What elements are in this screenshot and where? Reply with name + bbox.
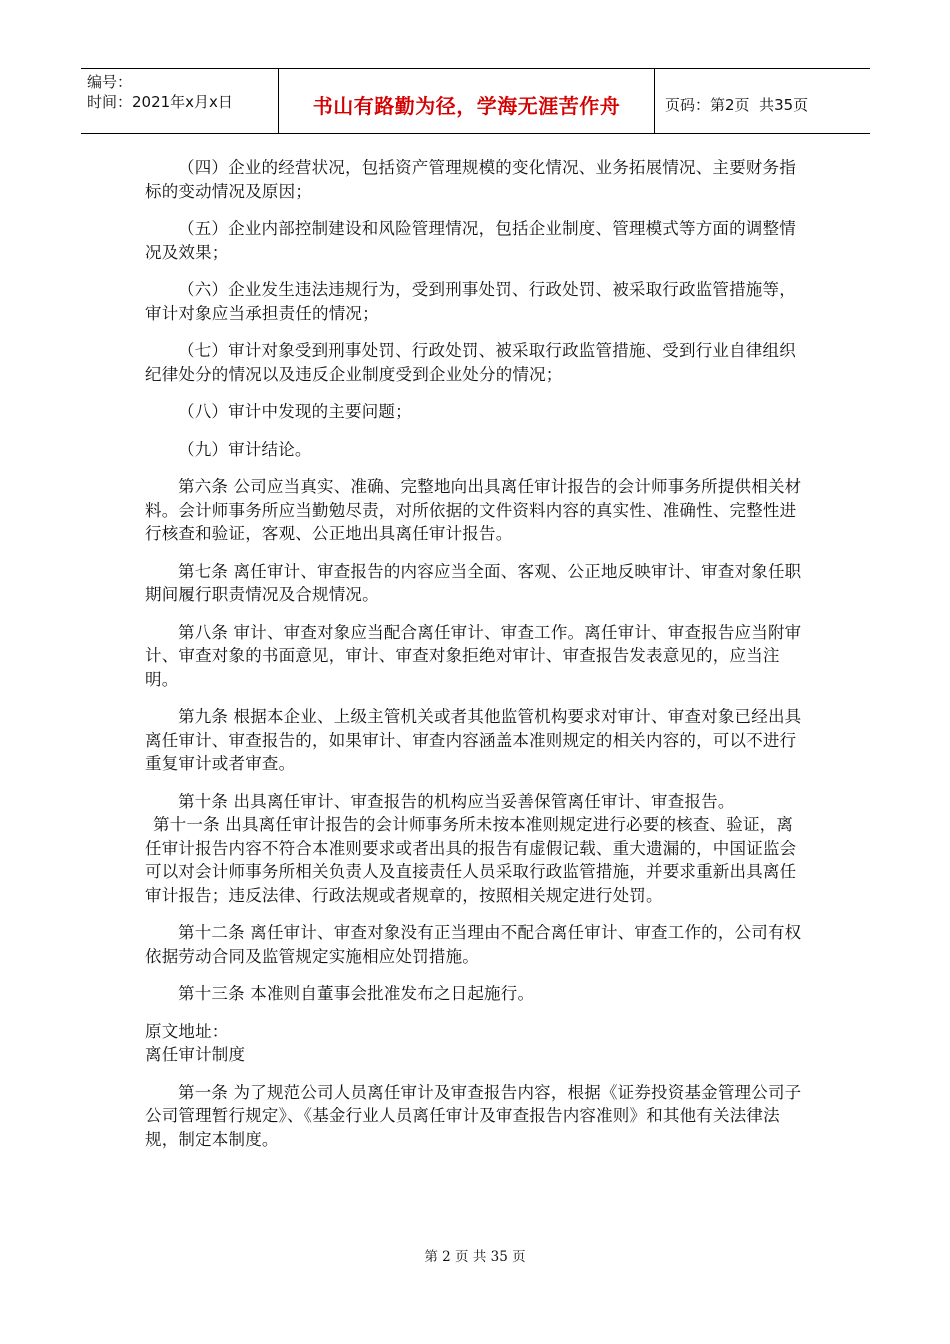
article-8: 第八条 审计、审查对象应当配合离任审计、审查工作。离任审计、审查报告应当附审计、审查对象的书面意见，审计、审查对象拒绝对审计、审查报告发表意见的，应当注明。 [145, 622, 802, 689]
article-1: 第一条 为了规范公司人员离任审计及审查报告内容，根据《证券投资基金管理公司子公司管理暂行规定》、《基金行业人员离任审计及审查报告内容准则》和其他有关法律法规，制定本制度。 [145, 1082, 802, 1149]
header-motto: 书山有路勤为径，学海无涯苦作舟 [312, 93, 621, 118]
page-header [81, 68, 870, 134]
paragraph: （八）审计中发现的主要问题； [178, 402, 412, 421]
paragraph: （五）企业内部控制建设和风险管理情况，包括企业制度、管理模式等方面的调整情况及效果； [145, 219, 796, 262]
article-9: 第九条 根据本企业、上级主管机关或者其他监管机构要求对审计、审查对象已经出具离任审计、审查报告的，如果审计、审查内容涵盖本准则规定的相关内容的，可以不进行重复审计或者审查。 [145, 707, 802, 773]
article-7: 第七条 离任审计、审查报告的内容应当全面、客观、公正地反映审计、审查对象任职期间履行职责情况及合规情况。 [145, 561, 802, 604]
paragraph: （九）审计结论。 [178, 439, 312, 459]
paragraph: （七）审计对象受到刑事处罚、行政处罚、被采取行政监管措施、受到行业自律组织纪律处分的情况以及违反企业制度受到企业处分的情况； [145, 341, 796, 384]
paragraph: （四）企业的经营状况，包括资产管理规模的变化情况、业务拓展情况、主要财务指标的变动情况及原因； [145, 158, 796, 201]
source-address-label: 原文地址： [145, 1021, 229, 1041]
article-13: 第十三条 本准则自董事会批准发布之日起施行。 [178, 984, 535, 1003]
page-footer: 第 2 页 共 35 页 [424, 1249, 526, 1265]
doc-time-label: 时间：2021年x月x日 [87, 93, 233, 111]
document-body [145, 156, 805, 1165]
header-motto-cell [279, 69, 655, 133]
paragraph: （六）企业发生违法违规行为，受到刑事处罚、行政处罚、被采取行政监管措施等，审计对象应当承担责任的情况； [145, 280, 796, 323]
article-11: 第十一条 出具离任审计报告的会计师事务所未按本准则规定进行必要的核查、验证，离任审计报告内容不符合本准则要求或者出具的报告有虚假记载、重大遗漏的，中国证监会可以对会计师事务所相关负责人及直接责任人员采取行政监管措施，并要求重新出具离任审计报告；违反法律、行政法规或者规章的，按照相关规定进行处罚。 [145, 815, 797, 905]
header-page-info-cell [655, 69, 870, 133]
section-title: 离任审计制度 [145, 1045, 246, 1064]
article-10: 第十条 出具离任审计、审查报告的机构应当妥善保管离任审计、审查报告。 [178, 791, 735, 811]
header-page-info: 页码：第2页 共35页 [665, 95, 809, 114]
header-meta [81, 69, 279, 133]
doc-number-label: 编号： [87, 73, 133, 91]
article-12: 第十二条 离任审计、审查对象没有正当理由不配合离任审计、审查工作的，公司有权依据劳动合同及监管规定实施相应处罚措施。 [145, 923, 802, 966]
article-6: 第六条 公司应当真实、准确、完整地向出具离任审计报告的会计师事务所提供相关材料。会计师事务所应当勤勉尽责，对所依据的文件资料内容的真实性、准确性、完整性进行核查和验证，客观、公正地出具离任审计报告。 [145, 477, 802, 543]
